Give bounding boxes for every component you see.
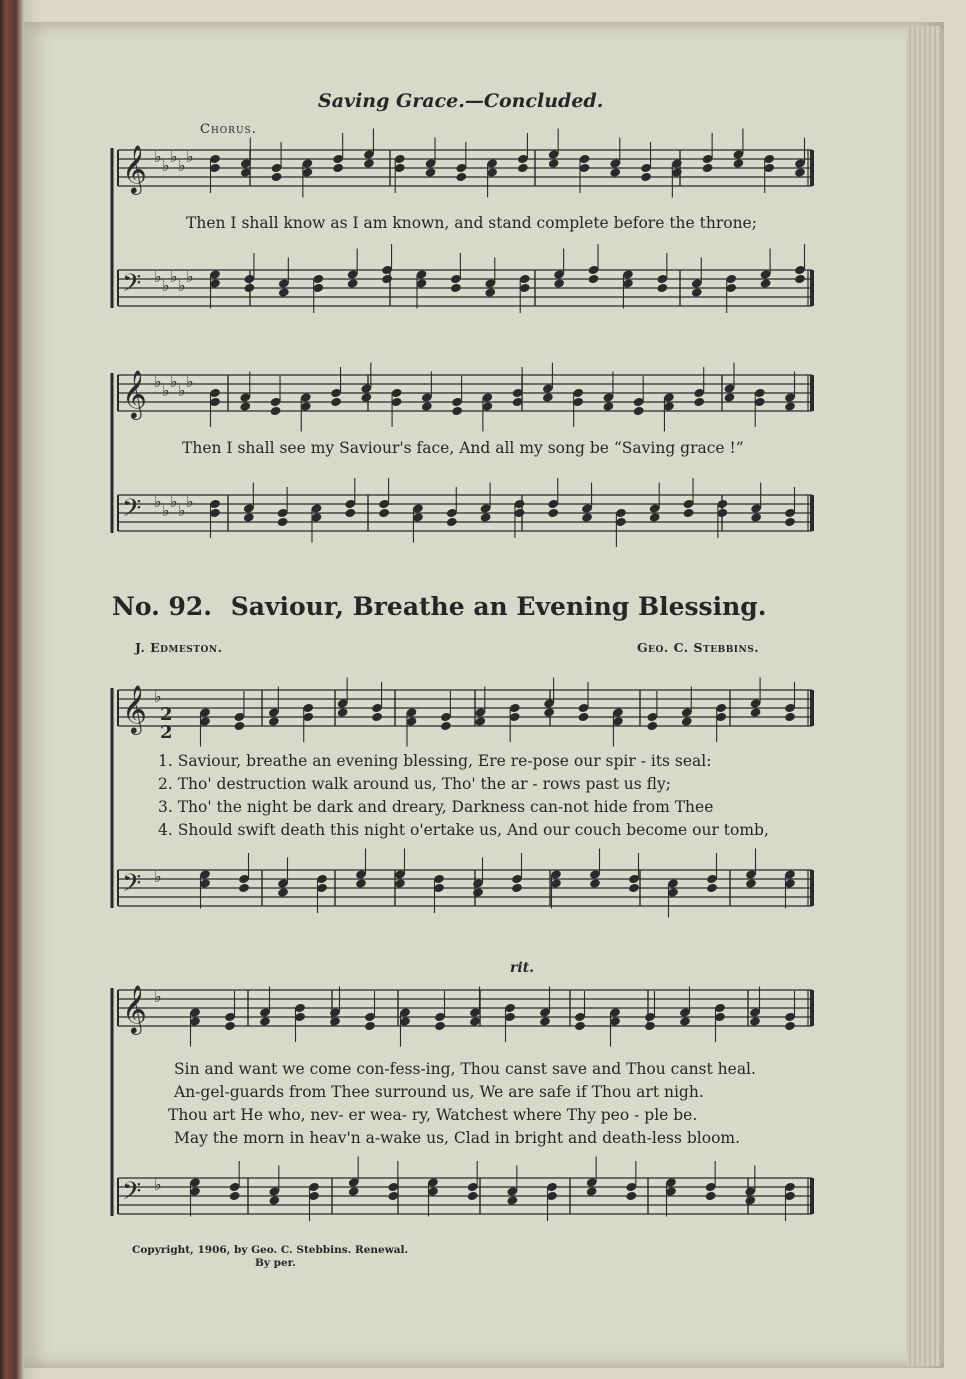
hymn-treble-2-note	[434, 1021, 446, 1032]
chorus-treble-2-note	[602, 401, 614, 412]
chorus-bass-1-note	[691, 287, 703, 298]
chorus-bass-2-note	[378, 508, 390, 519]
verse-1-line-2: Sin and want we come con-fess-ing, Thou canst save and Thou canst heal.	[174, 1060, 756, 1078]
chorus-bass-1-note	[450, 283, 462, 294]
chorus-bass-1-note	[588, 274, 600, 285]
flat-sign: ♭	[162, 381, 170, 400]
chorus-treble-2-note	[723, 392, 735, 403]
flat-sign: ♭	[162, 156, 170, 175]
chorus-treble-2-note	[451, 406, 463, 417]
copyright-notice: Copyright, 1906, by Geo. C. Stebbins. Renewal.	[132, 1244, 409, 1256]
music-credit: Geo. C. Stebbins.	[637, 640, 760, 655]
flat-sign: ♭	[186, 147, 194, 166]
hymn-title	[112, 592, 767, 621]
permission-notice: By per.	[255, 1257, 296, 1269]
flat-sign: ♭	[178, 276, 186, 295]
hymn-treble-1-note	[784, 712, 796, 723]
hymn-bass-2-note	[744, 1195, 756, 1206]
hymn-bass-2-note	[229, 1191, 241, 1202]
hymn-treble-2-note	[364, 1021, 376, 1032]
flat-sign: ♭	[154, 492, 162, 511]
bass-clef: 𝄢	[122, 869, 142, 904]
chorus-bass-2-note	[243, 512, 255, 523]
chorus-treble-1-note	[794, 167, 806, 178]
bass-clef: 𝄢	[122, 1177, 142, 1212]
chorus-lyric-line-1: Then I shall know as I am known, and stand complete before the throne;	[186, 214, 757, 232]
chorus-bass-1-note	[278, 287, 290, 298]
chorus-bass-1-note	[243, 283, 255, 294]
chorus-bass-1-note	[381, 274, 393, 285]
bass-clef: 𝄢	[122, 269, 142, 304]
chorus-treble-1-note	[548, 158, 560, 169]
chorus-bass-2-note	[784, 517, 796, 528]
hymn-treble-1-note	[440, 721, 452, 732]
verse-3-line-2: Thou art He who, nev- er wea- ry, Watchest where Thy peo - ple be.	[168, 1106, 698, 1124]
ritardando-mark: rit.	[510, 960, 535, 976]
hymn-number: No. 92.	[112, 592, 212, 621]
hymn-treble-2-note	[644, 1021, 656, 1032]
hymn-treble-2-note	[749, 1016, 761, 1027]
hymn-treble-2-note	[259, 1016, 271, 1027]
hymn-treble-1-note	[750, 707, 762, 718]
flat-sign: ♭	[178, 156, 186, 175]
chorus-bass-2-note	[480, 512, 492, 523]
chorus-treble-2-note	[239, 401, 251, 412]
chorus-bass-2-note	[547, 508, 559, 519]
chorus-bass-2-note	[446, 517, 458, 528]
chorus-treble-1-note	[609, 167, 621, 178]
hymn-title-text: Saviour, Breathe an Evening Blessing.	[230, 592, 767, 621]
hymn-bass-1-note	[589, 878, 601, 889]
hymn-bass-2-note	[348, 1186, 360, 1197]
flat-sign: ♭	[178, 501, 186, 520]
chorus-bass-2-note	[581, 512, 593, 523]
hymn-treble-2-note	[469, 1016, 481, 1027]
chorus-bass-2-note	[277, 517, 289, 528]
hymn-bass-1-note	[472, 887, 484, 898]
flat-sign: ♭	[162, 276, 170, 295]
hymn-bass-1-note	[628, 883, 640, 894]
chorus-bass-1-note	[484, 287, 496, 298]
verse-2-line-1: 2. Tho' destruction walk around us, Tho' the ar - rows past us fly;	[158, 775, 671, 793]
verse-3-line-1: 3. Tho' the night be dark and dreary, Darkness can-not hide from Thee	[158, 798, 714, 816]
hymn-treble-2-note	[574, 1021, 586, 1032]
hymn-treble-1-note	[578, 712, 590, 723]
hymn-bass-2-note	[705, 1191, 717, 1202]
hymn-treble-2-note	[329, 1016, 341, 1027]
hymn-treble-1-note	[646, 721, 658, 732]
words-credit: J. Edmeston.	[135, 640, 223, 655]
chorus-treble-2-note	[270, 406, 282, 417]
hymn-bass-1-note	[394, 878, 406, 889]
hymn-treble-1-note	[233, 721, 245, 732]
flat-sign: ♭	[186, 492, 194, 511]
flat-sign: ♭	[186, 372, 194, 391]
hymn-bass-2-note	[586, 1186, 598, 1197]
chorus-bass-1-note	[347, 278, 359, 289]
hymn-treble-2-note	[224, 1021, 236, 1032]
chorus-treble-2-note	[360, 392, 372, 403]
treble-clef: 𝄞	[122, 369, 147, 418]
treble-clef: 𝄞	[122, 144, 147, 193]
hymn-bass-2-note	[268, 1195, 280, 1206]
hymn-bass-2-note	[625, 1191, 637, 1202]
chorus-bass-2-note	[683, 508, 695, 519]
flat-sign: ♭	[186, 267, 194, 286]
hymn-bass-2-note	[467, 1191, 479, 1202]
chorus-bass-1-note	[553, 278, 565, 289]
hymn-treble-1-note	[268, 716, 280, 727]
verse-4-line-1: 4. Should swift death this night o'ertake us, And our couch become our tomb,	[158, 821, 769, 839]
chorus-bass-2-note	[649, 512, 661, 523]
chorus-bass-1-note	[794, 274, 806, 285]
flat-sign: ♭	[178, 381, 186, 400]
hymn-bass-1-note	[277, 887, 289, 898]
chorus-treble-1-note	[332, 163, 344, 174]
hymn-treble-2-note	[784, 1021, 796, 1032]
chorus-treble-2-note	[421, 401, 433, 412]
hymn-treble-1-note	[337, 707, 349, 718]
chorus-bass-1-note	[760, 278, 772, 289]
flat-sign: ♭	[170, 372, 178, 391]
chorus-bass-1-note	[656, 283, 668, 294]
flat-sign: ♭	[154, 147, 162, 166]
treble-clef: 𝄞	[122, 984, 147, 1033]
flat-sign: ♭	[154, 267, 162, 286]
chorus-treble-1-note	[363, 158, 375, 169]
hymn-bass-1-note	[745, 878, 757, 889]
chorus-lyric-line-2: Then I shall see my Saviour's face, And all my song be “Saving grace !”	[182, 439, 744, 457]
hymn-bass-1-note	[238, 883, 250, 894]
hymn-bass-1-note	[511, 883, 523, 894]
hymn-bass-1-note	[355, 878, 367, 889]
time-signature: 2	[160, 722, 173, 743]
hymn-treble-1-note	[681, 716, 693, 727]
chorus-treble-2-note	[542, 392, 554, 403]
flat-sign: ♭	[154, 372, 162, 391]
hymn-treble-1-note	[543, 707, 555, 718]
flat-sign: ♭	[154, 867, 162, 886]
verse-1-line-1: 1. Saviour, breathe an evening blessing, Ere re-pose our spir - its seal:	[158, 752, 712, 770]
chorus-treble-1-note	[702, 163, 714, 174]
chorus-treble-1-note	[640, 172, 652, 183]
time-signature: 2	[160, 704, 173, 725]
hymn-treble-1-note	[371, 712, 383, 723]
chorus-bass-2-note	[344, 508, 356, 519]
hymn-treble-2-note	[679, 1016, 691, 1027]
flat-sign: ♭	[154, 987, 162, 1006]
treble-clef: 𝄞	[122, 684, 147, 733]
chorus-label: Chorus.	[200, 122, 257, 137]
running-head: Saving Grace.—Concluded.	[318, 90, 604, 112]
flat-sign: ♭	[170, 147, 178, 166]
chorus-treble-1-note	[455, 172, 467, 183]
chorus-treble-2-note	[784, 401, 796, 412]
chorus-treble-1-note	[517, 163, 529, 174]
verse-4-line-2: May the morn in heav'n a-wake us, Clad in bright and death-less bloom.	[174, 1129, 741, 1147]
flat-sign: ♭	[170, 492, 178, 511]
flat-sign: ♭	[154, 687, 162, 706]
chorus-treble-2-note	[633, 406, 645, 417]
bass-clef: 𝄢	[122, 494, 142, 529]
chorus-treble-1-note	[425, 167, 437, 178]
chorus-treble-2-note	[693, 397, 705, 408]
chorus-treble-1-note	[271, 172, 283, 183]
chorus-treble-2-note	[330, 397, 342, 408]
hymn-treble-2-note	[539, 1016, 551, 1027]
hymn-bass-1-note	[706, 883, 718, 894]
flat-sign: ♭	[170, 267, 178, 286]
flat-sign: ♭	[162, 501, 170, 520]
verse-2-line-2: An-gel-guards from Thee surround us, We are safe if Thou art nigh.	[174, 1083, 704, 1101]
chorus-treble-1-note	[732, 158, 744, 169]
hymn-bass-2-note	[506, 1195, 518, 1206]
flat-sign: ♭	[154, 1175, 162, 1194]
hymn-treble-1-note	[474, 716, 486, 727]
chorus-bass-2-note	[750, 512, 762, 523]
